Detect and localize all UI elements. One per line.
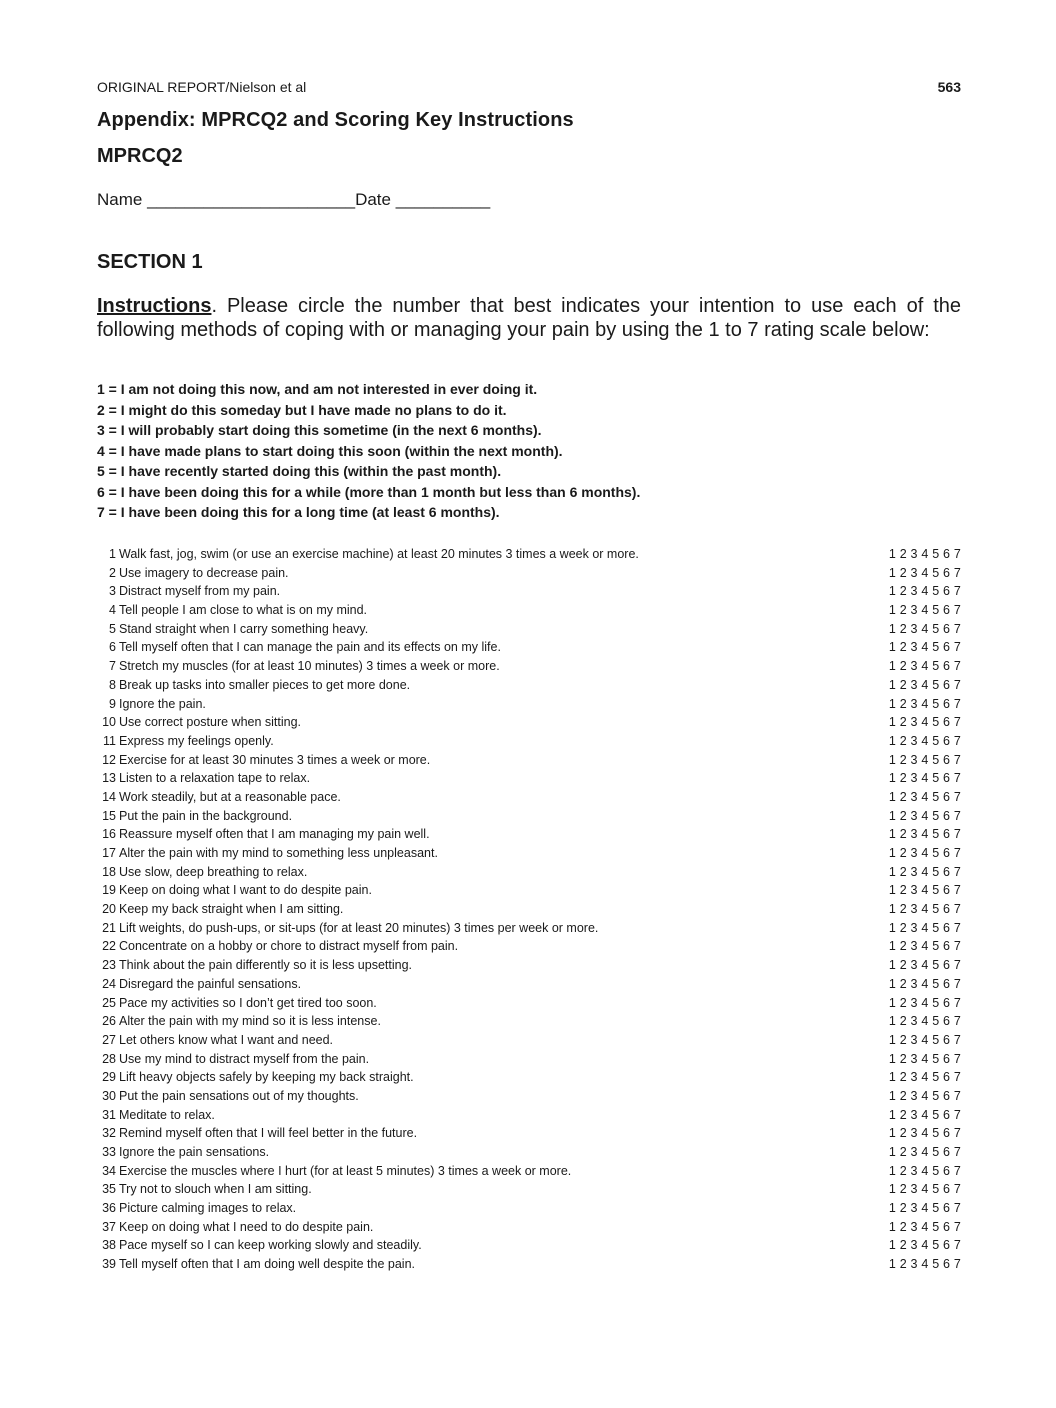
item-rating-options[interactable]: 1 2 3 4 5 6 7: [888, 603, 961, 618]
item-rating-options[interactable]: 1 2 3 4 5 6 7: [888, 1238, 961, 1253]
questionnaire-item: [97, 732, 961, 751]
questionnaire-item: [97, 751, 961, 770]
item-rating-options[interactable]: 1 2 3 4 5 6 7: [888, 864, 961, 879]
questionnaire-item: [97, 676, 961, 695]
item-statement: [97, 788, 341, 807]
item-text: Try not to slouch when I am sitting.: [119, 1182, 312, 1197]
item-text: Lift heavy objects safely by keeping my back straight.: [119, 1070, 414, 1085]
questionnaire-item: [97, 844, 961, 863]
item-number: 16: [102, 827, 116, 842]
item-number: 24: [102, 976, 116, 991]
item-rating-options[interactable]: 1 2 3 4 5 6 7: [888, 733, 961, 748]
questionnaire-item: [97, 1199, 961, 1218]
questionnaire-item: [97, 564, 961, 583]
item-statement: [97, 919, 598, 938]
item-rating-options[interactable]: 1 2 3 4 5 6 7: [888, 547, 961, 561]
item-number: 22: [102, 939, 116, 954]
item-statement: [97, 695, 206, 714]
item-statement: [97, 545, 639, 564]
item-statement: [97, 1218, 373, 1237]
item-text: Use imagery to decrease pain.: [119, 565, 289, 580]
questionnaire-item: [97, 788, 961, 807]
item-text: Lift weights, do push-ups, or sit-ups (for at least 20 minutes) 3 times per week or more.: [119, 920, 599, 935]
item-text: Distract myself from my pain.: [119, 584, 281, 599]
item-text: Exercise for at least 30 minutes 3 times a week or more.: [119, 752, 431, 767]
rating-scale-legend: [97, 379, 961, 523]
item-rating-options[interactable]: 1 2 3 4 5 6 7: [888, 827, 961, 842]
item-text: Break up tasks into smaller pieces to get more done.: [119, 677, 411, 692]
item-text: Alter the pain with my mind to something less unpleasant.: [119, 846, 438, 860]
item-rating-options[interactable]: 1 2 3 4 5 6 7: [888, 771, 961, 786]
questionnaire-item: [97, 582, 961, 601]
item-number: 28: [102, 1051, 116, 1066]
item-number: 39: [102, 1257, 116, 1272]
item-number: 7: [109, 659, 116, 674]
questionnaire-item: [97, 807, 961, 826]
item-number: 10: [102, 715, 116, 730]
item-number: 9: [109, 696, 116, 711]
appendix-title: Appendix: MPRCQ2 and Scoring Key Instructions: [97, 109, 574, 131]
scale-definition: 2 = I might do this someday but I have made no plans to do it.: [97, 401, 507, 418]
item-rating-options[interactable]: 1 2 3 4 5 6 7: [888, 1014, 961, 1029]
item-number: 34: [102, 1163, 116, 1178]
item-number: 29: [102, 1070, 116, 1085]
scale-definition: 5 = I have recently started doing this (within the past month).: [97, 463, 502, 479]
item-rating-options[interactable]: 1 2 3 4 5 6 7: [888, 976, 961, 991]
running-head-left: ORIGINAL REPORT/Nielson et al: [97, 79, 307, 95]
item-text: Use correct posture when sitting.: [119, 715, 302, 730]
item-number: 36: [102, 1201, 116, 1216]
questionnaire-item: [97, 620, 961, 639]
item-statement: [97, 564, 289, 583]
item-number: 31: [102, 1107, 116, 1122]
page-number: 563: [937, 79, 961, 95]
questionnaire-item: [97, 638, 961, 657]
questionnaire-item: [97, 1218, 961, 1237]
item-rating-options[interactable]: 1 2 3 4 5 6 7: [888, 715, 961, 730]
running-head: [97, 79, 961, 95]
item-number: 23: [102, 958, 116, 973]
item-number: 21: [102, 920, 116, 935]
item-statement: [97, 1124, 417, 1143]
item-statement: [97, 1012, 381, 1031]
item-number: 4: [109, 603, 116, 618]
item-number: 33: [102, 1145, 116, 1159]
item-number: 8: [109, 677, 116, 692]
instructions-text: . Please circle the number that best indicates your intention to use each of the following methods of coping with or managing your pain by using the 1 to 7 rating scale below:: [97, 295, 961, 341]
item-number: 13: [102, 771, 116, 786]
item-text: Picture calming images to relax.: [119, 1201, 297, 1216]
item-number: 14: [102, 789, 116, 804]
questionnaire-item: [97, 1012, 961, 1031]
item-number: 27: [102, 1032, 116, 1047]
questionnaire-item: [97, 601, 961, 620]
item-statement: [97, 994, 377, 1013]
item-text: Let others know what I want and need.: [119, 1032, 334, 1047]
item-statement: [97, 732, 274, 751]
item-number: 19: [102, 883, 116, 898]
questionnaire-item: [97, 1106, 961, 1125]
item-text: Put the pain sensations out of my thoughts.: [119, 1088, 359, 1103]
item-rating-options[interactable]: 1 2 3 4 5 6 7: [888, 920, 961, 935]
scale-definition: 1 = I am not doing this now, and am not interested in ever doing it.: [97, 381, 538, 397]
item-text: Keep on doing what I want to do despite pain.: [119, 883, 372, 898]
item-text: Tell people I am close to what is on my mind.: [119, 603, 368, 618]
item-number: 38: [102, 1238, 116, 1253]
item-statement: [97, 657, 500, 676]
instructions-paragraph: [97, 294, 961, 342]
item-statement: [97, 956, 412, 975]
item-rating-options[interactable]: 1 2 3 4 5 6 7: [888, 696, 961, 711]
item-rating-options[interactable]: 1 2 3 4 5 6 7: [888, 1219, 961, 1234]
item-number: 25: [102, 995, 116, 1010]
item-text: Ignore the pain sensations.: [119, 1145, 270, 1159]
item-statement: [97, 1087, 359, 1106]
item-statement: [97, 863, 307, 882]
item-rating-options[interactable]: 1 2 3 4 5 6 7: [888, 1088, 961, 1103]
scale-definition: 4 = I have made plans to start doing this soon (within the next month).: [97, 442, 563, 459]
item-rating-options[interactable]: 1 2 3 4 5 6 7: [888, 584, 961, 599]
questionnaire-item: [97, 825, 961, 844]
questionnaire-item: [97, 695, 961, 714]
item-rating-options[interactable]: 1 2 3 4 5 6 7: [888, 902, 961, 917]
instructions-label: Instructions: [97, 295, 212, 317]
form-title: MPRCQ2: [97, 145, 183, 167]
item-rating-options[interactable]: 1 2 3 4 5 6 7: [888, 1051, 961, 1066]
item-number: 1: [109, 547, 116, 561]
item-rating-options[interactable]: 1 2 3 4 5 6 7: [888, 846, 961, 860]
item-text: Concentrate on a hobby or chore to distract myself from pain.: [119, 939, 459, 954]
item-statement: [97, 620, 368, 639]
item-number: 3: [109, 584, 116, 599]
item-statement: [97, 807, 292, 826]
item-text: Keep on doing what I need to do despite pain.: [119, 1219, 374, 1234]
item-text: Stretch my muscles (for at least 10 minutes) 3 times a week or more.: [119, 659, 500, 674]
item-rating-options[interactable]: 1 2 3 4 5 6 7: [888, 789, 961, 804]
item-statement: [97, 1050, 369, 1069]
item-statement: [97, 825, 430, 844]
item-statement: [97, 713, 301, 732]
item-number: 20: [102, 902, 116, 917]
item-number: 2: [109, 565, 116, 580]
item-text: Meditate to relax.: [119, 1107, 215, 1122]
questionnaire-item: [97, 994, 961, 1013]
item-text: Alter the pain with my mind so it is less intense.: [119, 1014, 381, 1029]
item-text: Remind myself often that I will feel better in the future.: [119, 1126, 418, 1141]
item-text: Disregard the painful sensations.: [119, 976, 302, 991]
item-number: 18: [102, 864, 116, 879]
item-statement: [97, 769, 310, 788]
questionnaire-item: [97, 1162, 961, 1181]
item-statement: [97, 638, 501, 657]
item-rating-options[interactable]: 1 2 3 4 5 6 7: [888, 1070, 961, 1085]
item-statement: [97, 881, 372, 900]
item-text: Tell myself often that I can manage the pain and its effects on my life.: [119, 640, 501, 655]
questionnaire-item: [97, 975, 961, 994]
questionnaire-item: [97, 545, 961, 564]
item-statement: [97, 1031, 333, 1050]
questionnaire-item: [97, 863, 961, 882]
item-rating-options[interactable]: 1 2 3 4 5 6 7: [888, 1163, 961, 1178]
item-statement: [97, 751, 430, 770]
item-rating-options[interactable]: 1 2 3 4 5 6 7: [888, 1145, 961, 1159]
item-text: Tell myself often that I am doing well despite the pain.: [119, 1257, 415, 1272]
item-text: Listen to a relaxation tape to relax.: [119, 771, 311, 786]
item-statement: [97, 676, 410, 695]
item-statement: [97, 1199, 296, 1218]
item-statement: [97, 900, 343, 919]
item-text: Ignore the pain.: [119, 696, 206, 711]
item-rating-options[interactable]: 1 2 3 4 5 6 7: [888, 1032, 961, 1047]
item-rating-options[interactable]: 1 2 3 4 5 6 7: [888, 1257, 961, 1272]
questionnaire-item: [97, 1050, 961, 1069]
item-rating-options[interactable]: 1 2 3 4 5 6 7: [888, 1201, 961, 1216]
item-rating-options[interactable]: 1 2 3 4 5 6 7: [888, 659, 961, 674]
scale-definition: 6 = I have been doing this for a while (more than 1 month but less than 6 months).: [97, 483, 641, 500]
questionnaire-item: [97, 1124, 961, 1143]
item-statement: [97, 601, 367, 620]
item-text: Pace myself so I can keep working slowly and steadily.: [119, 1238, 422, 1253]
item-rating-options[interactable]: 1 2 3 4 5 6 7: [888, 621, 961, 636]
item-rating-options[interactable]: 1 2 3 4 5 6 7: [888, 995, 961, 1010]
item-number: 32: [102, 1126, 116, 1141]
item-rating-options[interactable]: 1 2 3 4 5 6 7: [888, 677, 961, 692]
item-statement: [97, 975, 301, 994]
item-rating-options[interactable]: 1 2 3 4 5 6 7: [888, 1126, 961, 1141]
questionnaire-item: [97, 1031, 961, 1050]
item-rating-options[interactable]: 1 2 3 4 5 6 7: [888, 565, 961, 580]
item-statement: [97, 1180, 312, 1199]
item-statement: [97, 1143, 269, 1162]
item-rating-options[interactable]: 1 2 3 4 5 6 7: [888, 808, 961, 823]
item-number: 37: [102, 1219, 116, 1234]
item-statement: [97, 582, 280, 601]
item-number: 30: [102, 1088, 116, 1103]
item-number: 12: [102, 752, 116, 767]
item-statement: [97, 1106, 215, 1125]
item-number: 15: [102, 808, 116, 823]
item-text: Walk fast, jog, swim (or use an exercise machine) at least 20 minutes 3 times a week or more.: [119, 547, 639, 561]
item-rating-options[interactable]: 1 2 3 4 5 6 7: [888, 958, 961, 973]
questionnaire-item: [97, 1068, 961, 1087]
item-text: Exercise the muscles where I hurt (for at least 5 minutes) 3 times a week or more.: [119, 1163, 572, 1178]
item-number: 6: [109, 640, 116, 655]
item-number: 26: [102, 1014, 116, 1029]
questionnaire-item: [97, 956, 961, 975]
name-date-line: Name ______________________Date __________: [97, 190, 491, 209]
item-number: 11: [103, 733, 116, 748]
item-statement: [97, 1255, 415, 1274]
questionnaire-item: [97, 937, 961, 956]
item-number: 5: [109, 621, 116, 636]
questionnaire-item: [97, 1180, 961, 1199]
item-text: Put the pain in the background.: [119, 808, 293, 823]
scale-definition: 3 = I will probably start doing this sometime (in the next 6 months).: [97, 422, 542, 438]
item-rating-options[interactable]: 1 2 3 4 5 6 7: [888, 1107, 961, 1122]
item-text: Reassure myself often that I am managing my pain well.: [119, 827, 430, 842]
questionnaire-item: [97, 900, 961, 919]
item-statement: [97, 1236, 422, 1255]
questionnaire-item: [97, 769, 961, 788]
item-rating-options[interactable]: 1 2 3 4 5 6 7: [888, 1182, 961, 1197]
questionnaire-item: [97, 713, 961, 732]
section-heading: SECTION 1: [97, 251, 203, 273]
item-text: Stand straight when I carry something heavy.: [119, 621, 369, 636]
questionnaire-item: [97, 1236, 961, 1255]
questionnaire-item: [97, 1255, 961, 1274]
item-rating-options[interactable]: 1 2 3 4 5 6 7: [888, 939, 961, 954]
item-text: Pace my activities so I don’t get tired too soon.: [119, 995, 377, 1010]
item-text: Express my feelings openly.: [119, 733, 274, 748]
item-text: Keep my back straight when I am sitting.: [119, 902, 344, 917]
item-text: Think about the pain differently so it is less upsetting.: [119, 958, 412, 973]
item-rating-options[interactable]: 1 2 3 4 5 6 7: [888, 883, 961, 898]
questionnaire-item: [97, 881, 961, 900]
item-statement: [97, 1068, 414, 1087]
item-rating-options[interactable]: 1 2 3 4 5 6 7: [888, 640, 961, 655]
item-number: 35: [102, 1182, 116, 1197]
questionnaire-item: [97, 657, 961, 676]
item-text: Work steadily, but at a reasonable pace.: [119, 789, 341, 804]
questionnaire-items: [97, 545, 961, 1274]
item-text: Use slow, deep breathing to relax.: [119, 864, 308, 879]
questionnaire-item: [97, 919, 961, 938]
scale-definition: 7 = I have been doing this for a long time (at least 6 months).: [97, 504, 500, 520]
item-statement: [97, 1162, 571, 1181]
item-rating-options[interactable]: 1 2 3 4 5 6 7: [888, 752, 961, 767]
item-number: 17: [102, 846, 116, 860]
questionnaire-item: [97, 1087, 961, 1106]
item-statement: [97, 844, 438, 863]
item-text: Use my mind to distract myself from the pain.: [119, 1051, 370, 1066]
item-statement: [97, 937, 458, 956]
questionnaire-item: [97, 1143, 961, 1162]
